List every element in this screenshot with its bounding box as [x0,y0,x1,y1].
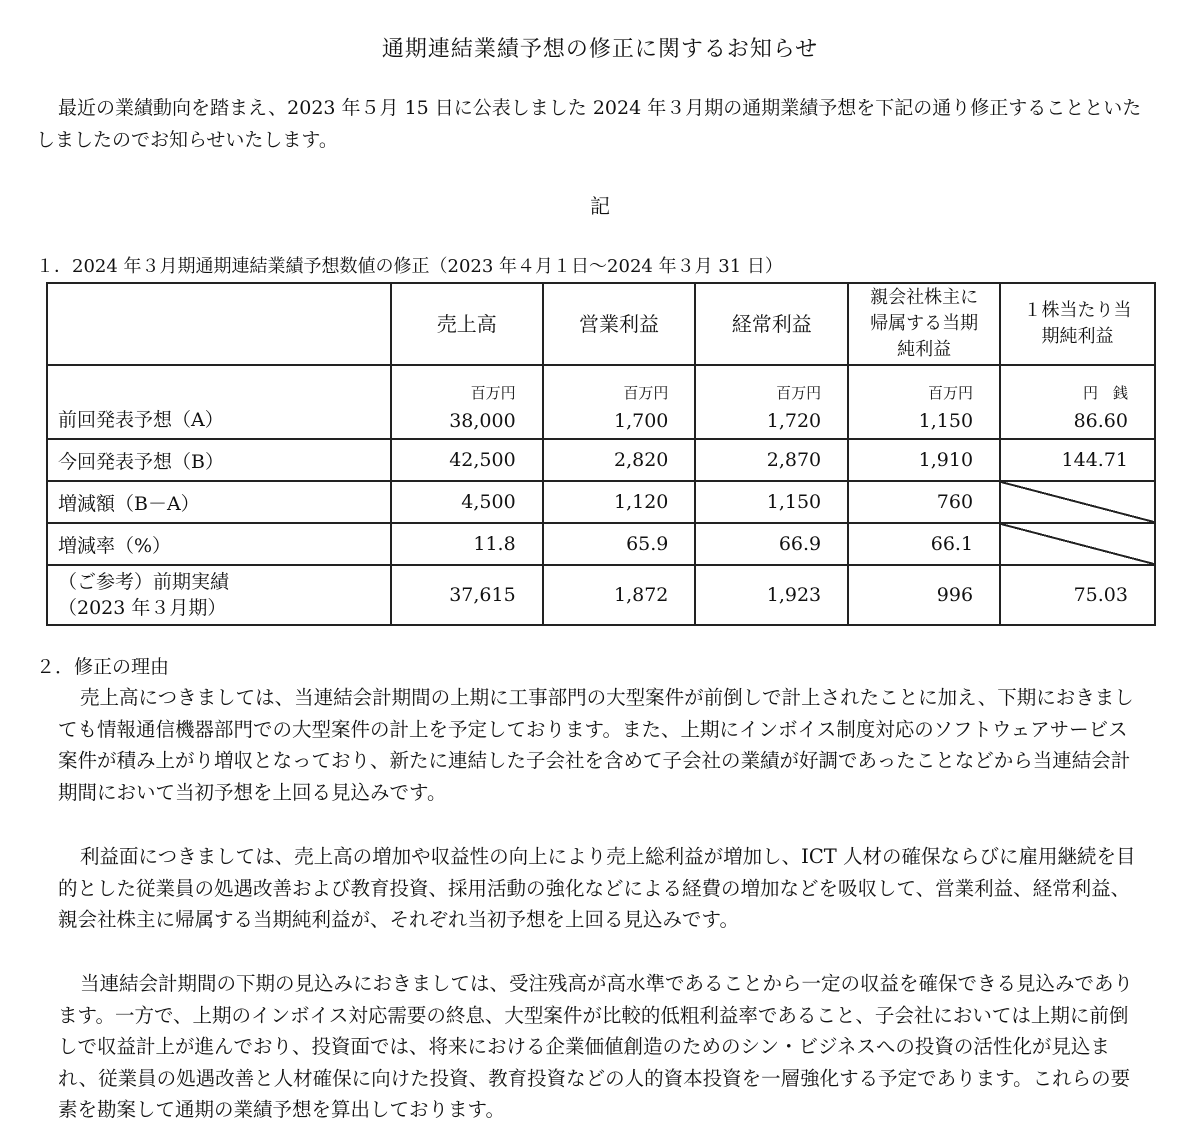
cell-value: 1,910 [848,439,1000,481]
cell-value: 1,872 [543,565,696,625]
intro-paragraph: 最近の業績動向を踏まえ、2023 年５月 15 日に公表しました 2024 年３月期の通期業績予想を下記の通り修正することといたしましたのでお知らせいたします。 [36,97,1142,151]
unit-label: 百万円 [776,384,822,402]
header-eps [1000,283,1155,365]
header-operating-profit: 営業利益 [543,283,696,365]
table-row [47,565,1155,625]
ki-heading: 記 [590,194,610,218]
section2-heading: ２．修正の理由 [36,656,170,678]
unit-label: 百万円 [928,384,974,402]
table-cell [543,365,696,439]
row-label: 増減額（B－A） [47,481,391,523]
cell-value: 1,150 [918,410,974,432]
cell-value: 75.03 [1000,565,1155,625]
cell-value: 2,870 [695,439,848,481]
cell-value: 1,150 [695,481,848,523]
header-net-income-text: 親会社株主に帰属する当期純利益 [870,287,979,360]
cell-value: 11.8 [391,523,543,565]
header-ordinary-profit: 経常利益 [695,283,848,365]
cell-value: 2,820 [543,439,696,481]
table-cell [391,365,543,439]
unit-label: 百万円 [623,384,669,402]
cell-value: 144.71 [1000,439,1155,481]
diagonal-empty-cell [1000,481,1155,523]
table-row [47,523,1155,565]
row-label: 今回発表予想（B） [47,439,391,481]
unit-label: 百万円 [470,384,516,402]
row-label-line2: （2023 年３月期） [58,597,227,619]
cell-value: 86.60 [1073,410,1128,432]
header-net-income [848,283,1000,365]
cell-value: 760 [848,481,1000,523]
cell-value: 38,000 [449,410,516,432]
row-label: 前回発表予想（A） [47,365,391,439]
unit-label: 円 銭 [1082,384,1128,402]
table-cell [695,365,848,439]
cell-value: 1,923 [695,565,848,625]
row-label-line1: （ご参考）前期実績 [58,571,230,593]
cell-value: 1,120 [543,481,696,523]
header-eps-text: １株当たり当期純利益 [1023,300,1132,347]
header-sales: 売上高 [391,283,543,365]
cell-value: 42,500 [391,439,543,481]
row-label: 増減率（%） [47,523,391,565]
diagonal-empty-cell [1000,523,1155,565]
cell-value: 1,720 [766,410,822,432]
cell-value: 4,500 [391,481,543,523]
table-cell [848,365,1000,439]
section1-heading: １．2024 年３月期通期連結業績予想数値の修正（2023 年４月１日～2024 年３月 31 日） [36,256,783,277]
reason-paragraph-profit: 利益面につきましては、売上高の増加や収益性の向上により売上総利益が増加し、ICT 人材の確保ならびに雇用継続を目的とした従業員の処遇改善および教育投資、採用活動の強化などによる経費の増加などを吸収して、営業利益、経常利益、親会社株主に帰属する当期純利益が、それぞれ当初予想を上回る見込みです。 [58,845,1136,932]
cell-value: 66.9 [695,523,848,565]
cell-value: 66.1 [848,523,1000,565]
header-blank [47,283,391,365]
document-title: 通期連結業績予想の修正に関するお知らせ [381,37,819,62]
forecast-table [46,282,1156,626]
cell-value: 65.9 [543,523,696,565]
table-row [47,481,1155,523]
row-label [47,565,391,625]
reason-paragraph-outlook: 当連結会計期間の下期の見込みにおきましては、受注残高が高水準であることから一定の収益を確保できる見込みであります。一方で、上期のインボイス対応需要の終息、大型案件が比較的低粗利益率であること、子会社においては上期に前倒しで収益計上が進んでおり、投資面では、将来における企業価値創造のためのシン・ビジネスへの投資の活性化が見込まれ、従業員の処遇改善と人材確保に向けた投資、教育投資などの人的資本投資を一層強化する予定であります。これらの要素を勘案して通期の業績予想を算出しております。 [58,972,1134,1122]
cell-value: 1,700 [614,410,669,432]
table-row [47,439,1155,481]
reason-paragraph-sales: 売上高につきましては、当連結会計期間の上期に工事部門の大型案件が前倒しで計上されたことに加え、下期におきましても情報通信機器部門での大型案件の計上を予定しております。また、上期にインボイス制度対応のソフトウェアサービス案件が積み上がり増収となっており、新たに連結した子会社を含めて子会社の業績が好調であったことなどから当連結会計期間において当初予想を上回る見込みです。 [58,686,1134,804]
cell-value: 37,615 [391,565,543,625]
table-cell [1000,365,1155,439]
table-header-row [47,283,1155,365]
table-row [47,365,1155,439]
cell-value: 996 [848,565,1000,625]
